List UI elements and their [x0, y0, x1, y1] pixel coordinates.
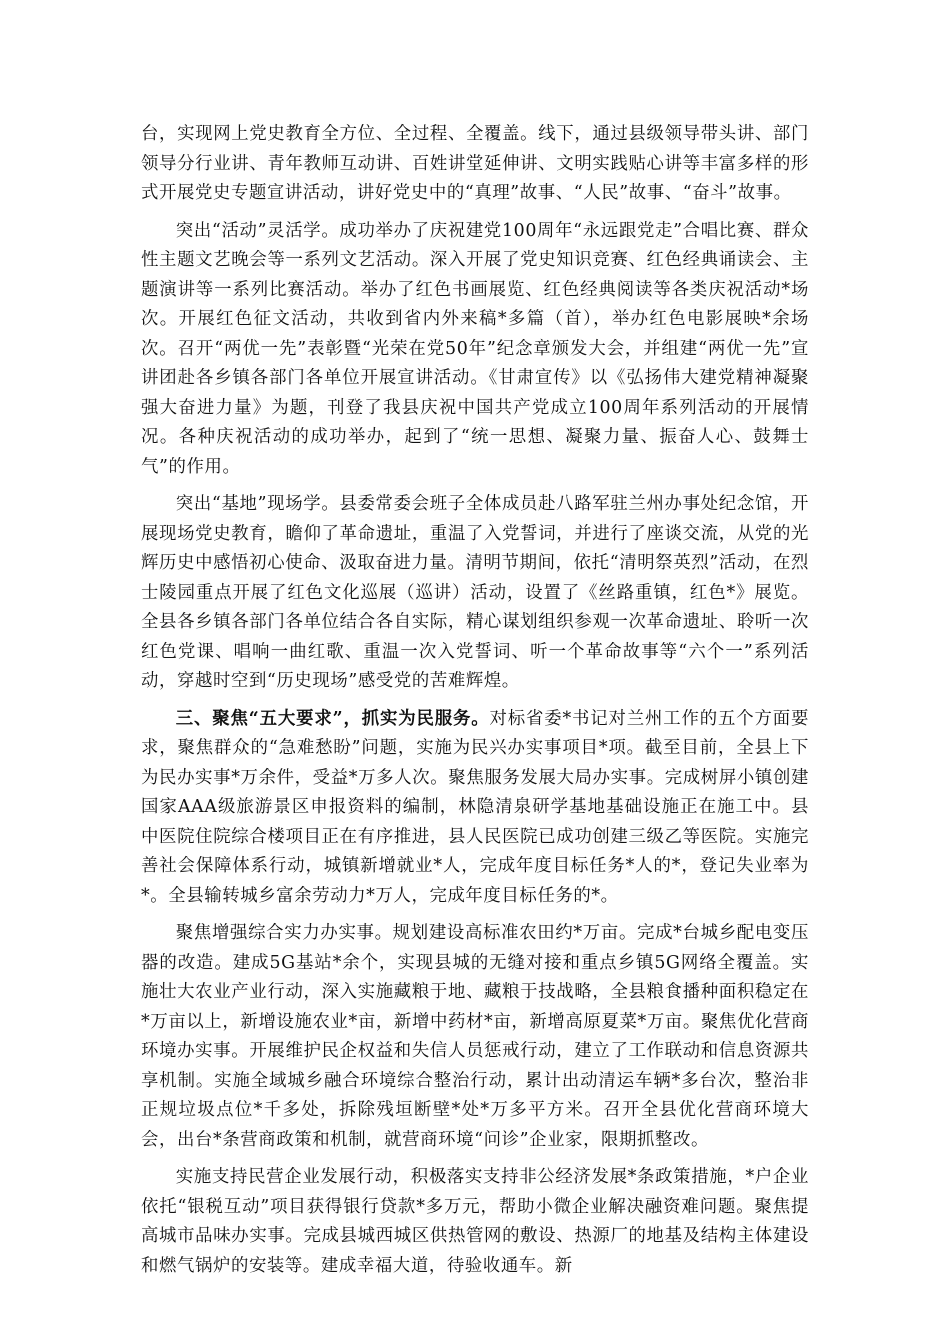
paragraph-6 — [141, 1163, 809, 1281]
paragraph-5 — [141, 919, 809, 1155]
paragraph-2 — [141, 217, 809, 483]
section-heading: 三、聚焦“五大要求”，抓实为民服务。 — [175, 708, 490, 729]
paragraph-3 — [141, 490, 809, 697]
paragraph-2-text: 突出“活动”灵活学。成功举办了庆祝建党100周年“永远跟党走”合唱比赛、群众性主题文艺晚会等一系列文艺活动。深入开展了党史知识竞赛、红色经典诵读会、主题演讲等一系列比赛活动。举办了红色书画展览、红色经典阅读等各类庆祝活动*场次。开展红色征文活动，共收到省内外来稿*多篇（首），举办红色电影展映*余场次。召开“两优一先”表彰暨“光荣在党50年”纪念章颁发大会，并组建“两优一先”宣讲团赴各乡镇各部门各单位开展宣讲活动。《甘肃宣传》以《弘扬伟大建党精神凝聚强大奋进力量》为题，刊登了我县庆祝中国共产党成立100周年系列活动的开展情况。各种庆祝活动的成功举办，起到了“统一思想、凝聚力量、振奋人心、鼓舞士气”的作用。 — [141, 220, 809, 477]
paragraph-1-text: 台，实现网上党史教育全方位、全过程、全覆盖。线下，通过县级领导带头讲、部门领导分行业讲、青年教师互动讲、百姓讲堂延伸讲、文明实践贴心讲等丰富多样的形式开展党史专题宣讲活动，讲好党史中的“真理”故事、“人民”故事、“奋斗”故事。 — [141, 124, 809, 203]
paragraph-1 — [141, 120, 809, 209]
paragraph-4-text: 对标省委*书记对兰州工作的五个方面要求，聚焦群众的“急难愁盼”问题，实施为民兴办实事项目*项。截至目前，全县上下为民办实事*万余件，受益*万多人次。聚焦服务发展大局办实事。完成树屏小镇创建国家AAA级旅游景区申报资料的编制，林隐清泉研学基地基础设施正在施工中。县中医院住院综合楼项目正在有序推进，县人民医院已成功创建三级乙等医院。实施完善社会保障体系行动，城镇新增就业*人，完成年度目标任务*人的*，登记失业率为*。全县输转城乡富余劳动力*万人，完成年度目标任务的*。 — [141, 708, 809, 906]
paragraph-5-text: 聚焦增强综合实力办实事。规划建设高标准农田约*万亩。完成*台城乡配电变压器的改造。建成5G基站*余个，实现县城的无缝对接和重点乡镇5G网络全覆盖。实施壮大农业产业行动，深入实施藏粮于地、藏粮于技战略，全县粮食播种面积稳定在*万亩以上，新增设施农业*亩，新增中药材*亩，新增高原夏菜*万亩。聚焦优化营商环境办实事。开展维护民企权益和失信人员惩戒行动，建立了工作联动和信息资源共享机制。实施全域城乡融合环境综合整治行动，累计出动清运车辆*多台次，整治非正规垃圾点位*千多处，拆除残垣断壁*处*万多平方米。召开全县优化营商环境大会，出台*条营商政策和机制，就营商环境“问诊”企业家，限期抓整改。 — [141, 923, 809, 1150]
document-page — [141, 120, 809, 1289]
paragraph-4 — [141, 705, 809, 912]
paragraph-3-text: 突出“基地”现场学。县委常委会班子全体成员赴八路军驻兰州办事处纪念馆，开展现场党史教育，瞻仰了革命遗址，重温了入党誓词，并进行了座谈交流，从党的光辉历史中感悟初心使命、汲取奋进力量。清明节期间，依托“清明祭英烈”活动，在烈士陵园重点开展了红色文化巡展（巡讲）活动，设置了《丝路重镇，红色*》展览。全县各乡镇各部门各单位结合各自实际，精心谋划组织参观一次革命遗址、聆听一次红色党课、唱响一曲红歌、重温一次入党誓词、听一个革命故事等“六个一”系列活动，穿越时空到“历史现场”感受党的苦难辉煌。 — [141, 494, 809, 691]
paragraph-6-text: 实施支持民营企业发展行动，积极落实支持非公经济发展*条政策措施，*户企业依托“银税互动”项目获得银行贷款*多万元，帮助小微企业解决融资难问题。聚焦提高城市品味办实事。完成县城西城区供热管网的敷设、热源厂的地基及结构主体建设和燃气锅炉的安装等。建成幸福大道，待验收通车。新 — [141, 1167, 809, 1276]
